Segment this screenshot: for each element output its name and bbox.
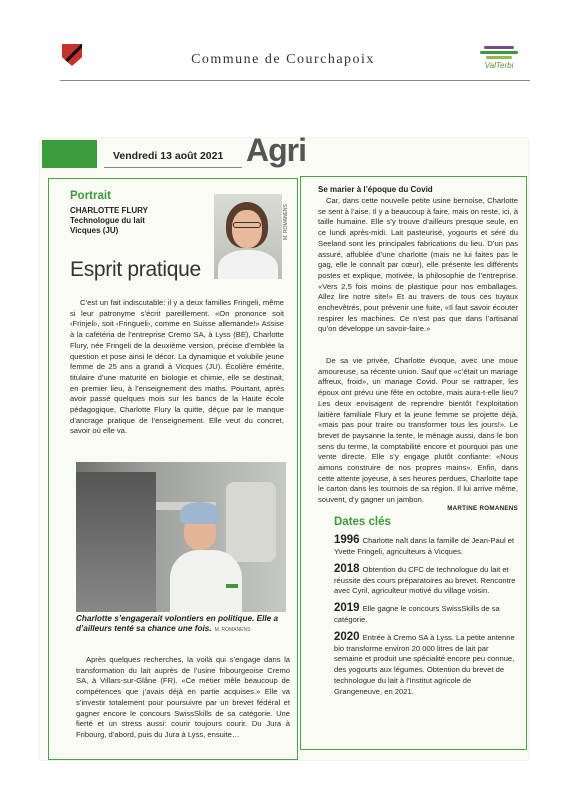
key-date-text: Elle gagne le concours SwissSkills de sa catégorie. (334, 604, 500, 624)
photo-caption (76, 614, 288, 635)
portrait-photo-credit: M. ROMANENS (283, 204, 289, 240)
key-dates-title: Dates clés (334, 516, 391, 528)
key-date-text: Obtention du CFC de technologue du lait et réussite des cours préparatoires au brevet. Rencontre avec Cyril, agriculteur motivé du village voisin. (334, 565, 516, 596)
date-rule (104, 167, 242, 168)
key-date-entry (334, 535, 518, 557)
key-date-entry (334, 603, 518, 625)
key-date-year: 2019 (334, 602, 360, 614)
person-location: Vicques (JU) (70, 226, 119, 235)
photo-caption-text: Charlotte s’engagerait volontiers en politique. Elle a d’ailleurs tenté sa chance une fois. (76, 614, 279, 633)
article-paragraph-4: De sa vie privée, Charlotte évoque, avec une moue amoureuse, sa récente union. Sauf que «c’était un mariage affreux, froid», un mariage Covid. Pour se rattraper, les époux ont prévu une fête en octobre, mais aura-t-elle lieu? Les deux envisagent de reprendre bientôt l’exploitation laitière familiale Flury et la jeune femme se projette déjà, «mais pas pour traire ou transformer tous les jours!». Le brevet de paysanne la tente, le ménage aussi, dans le bon sens du terme, la comptabilité encore et pourquoi pas une vente directe. Elle s’y engage plutôt confiante: «Nous aimons construire de nos propres mains». Enfin, dans cette attente joyeuse, à ses heures perdues, Charlotte tape le carton dans les tournois de sa région. Il lui arrive même, souvent, d’y gagner un jambon. (318, 356, 518, 505)
author-byline: MARTINE ROMANENS (447, 505, 518, 512)
portrait-photo (214, 194, 282, 279)
article-subheading: Se marier à l’époque du Covid (318, 185, 433, 194)
commune-title: Commune de Courchapoix (191, 52, 375, 67)
article-headline: Esprit pratique (70, 258, 201, 281)
person-role: Technologue du lait (70, 216, 145, 225)
person-name: CHARLOTTE FLURY (70, 206, 148, 215)
caption-credit: M. ROMANENS (214, 627, 251, 633)
header-divider (60, 80, 530, 81)
article-paragraph-3: Car, dans cette nouvelle petite usine bernoise, Charlotte se sent à l’aise. Il y a beaucoup à faire, mais on reste, ici, à taille humaine. Elle s’y trouve d’ailleurs presque seule, en ce lundi après-midi. Lait pasteurisé, yogourts et séré du Seeland sont les principales fabrications du lieu. D’un pas assuré, affublée d’une charlotte (mais ne lui faites pas le gag, elle le connaît par cœur), elle présente les différents postes et explique, motivée, la philosophie de l’entreprise. «Vers 2,5 fois moins de plastique pour nos emballages. Allez lire notre site!» Et au travers de tous ces tuyaux enchevêtrés, pour prévenir une fuite, «Il faut savoir écouter respirer les machines. Ce n’est pas que dans l’artisanal qu’on développe un savoir-faire.» (318, 196, 518, 334)
key-date-year: 1996 (334, 534, 360, 546)
key-date-text: Charlotte naît dans la famille de Jean-Paul et Yvette Fringeli, agriculteurs à Vicques. (334, 536, 515, 556)
key-date-entry (334, 632, 518, 697)
article-paragraph-1: C’est un fait indiscutable: il y a deux familles Fringeli, même si leur patronyme s’écrit pareillement. «On prononce soit ‹Frinjeli›, soit ‹Fringueli›, comme en Suisse allemande!» Assise à la cafétéria de l’entreprise Cremo SA, à Lyss (BE), Charlotte Flury, née Fringeli de la deuxième version, précise d’emblée la question et pose ainsi le décor. La dynamique et volubile jeune femme de 25 ans a grandi à Vicques (JU). Écolière émérite, titulaire d’une maturité en biologie et chimie, elle se destinait, en premier lieu, à l’enseignement des maths. Pourtant, après avoir passé quelques mois sur les bancs de la Haute école pédagogique, Charlotte Flury la quitte, déçue par le manque d’ancrage pratique de l’enseignement. Elle veut du concret, savoir où elle va. (70, 298, 284, 436)
valterbi-logo (476, 44, 522, 70)
portrait-label: Portrait (70, 190, 111, 202)
key-date-year: 2018 (334, 563, 360, 575)
valterbi-logo-text: ValTerbi (484, 61, 514, 70)
factory-photo (76, 462, 286, 612)
key-date-year: 2020 (334, 631, 360, 643)
key-date-entry (334, 564, 518, 597)
section-color-bar (42, 140, 97, 168)
article-paragraph-2: Après quelques recherches, la voilà qui s’engage dans la transformation du lait auprès de l’usine fribourgeoise Cremo SA, à Villars-sur-Glâne (FR). «Ce métier mêle beaucoup de compétences que j’avais déjà en partie acquises.» Elle va s’investir totalement pour poursuivre par un brevet fédéral et gagner encore le concours SwissSkills de sa catégorie. Une fierté et un stress aussi: courir toujours courir. Du Jura à Fribourg, d’abord, puis du Jura à Lyss, ensuite… (76, 655, 290, 739)
key-date-text: Entrée à Cremo SA à Lyss. La petite antenne bio transforme environ 20 000 litres de lait par semaine et produit une spécialité encore peu connue, des yogourts aux légumes. Obtention du brevet de technologue du lait à l’Institut agricole de Grangeneuve, en 2021. (334, 633, 515, 696)
section-title: Agri (246, 132, 306, 168)
issue-date: Vendredi 13 août 2021 (113, 150, 224, 162)
